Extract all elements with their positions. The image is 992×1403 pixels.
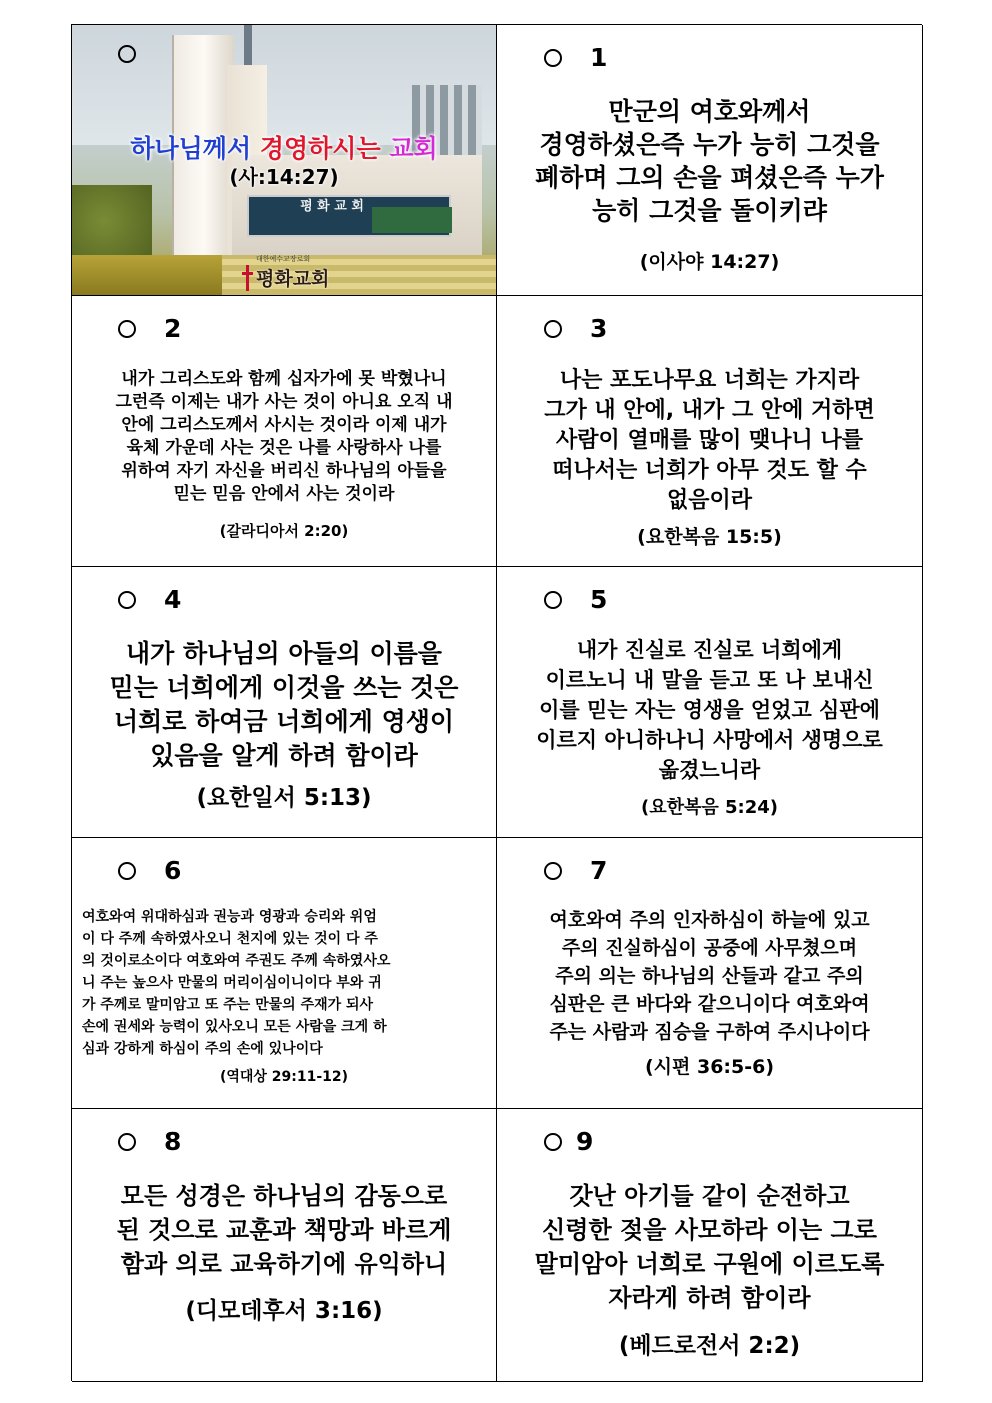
circle-bullet-icon	[118, 591, 136, 609]
verse-text: 내가 진실로 진실로 너희에게 이르노니 내 말을 듣고 또 나 보내신 이를 믿는 자는 영생을 얻었고 심판에 이르지 아니하나니 사망에서 생명으로 옮겼느니라	[536, 638, 883, 782]
circle-bullet-icon	[118, 320, 136, 338]
verse-reference: (베드로전서 2:2)	[618, 1333, 801, 1359]
title-part-1: 하나님께서	[130, 134, 252, 163]
verse-card-5	[497, 567, 923, 838]
verse-card-2	[72, 296, 497, 567]
verse-text: 갓난 아기들 같이 순전하고 신령한 젖을 사모하라 이는 그로 말미암아 너희로 구원에 이르도록 자라게 하려 함이라	[534, 1182, 885, 1312]
card-number: 8	[118, 1127, 181, 1156]
verse-card-6	[72, 838, 497, 1109]
verse-reference: (요한일서 5:13)	[196, 785, 372, 811]
card-number: 6	[118, 856, 181, 885]
verse-card-4	[72, 567, 497, 838]
verse-reference: (갈라디아서 2:20)	[219, 522, 349, 540]
church-sign-text: 평 화 교 회	[300, 199, 364, 214]
card-number: 2	[118, 314, 181, 343]
cross-icon	[242, 265, 252, 291]
circle-bullet-icon	[544, 49, 562, 67]
card-number: 3	[544, 314, 607, 343]
verse-card-8	[72, 1109, 497, 1382]
verse-text: 나는 포도나무요 너희는 가지라 그가 내 안에, 내가 그 안에 거하면 사람이 열매를 많이 맺나니 나를 떠나서는 너희가 아무 것도 할 수 없음이라	[544, 368, 875, 513]
church-photo-cell	[72, 25, 497, 296]
verse-reference: (역대상 29:11-12)	[219, 1069, 349, 1085]
circle-bullet-icon	[544, 862, 562, 880]
circle-bullet-icon	[118, 1133, 136, 1151]
verse-text: 내가 하나님의 아들의 이름을 믿는 너희에게 이것을 쓰는 것은 너희로 하여금 너희에게 영생이 있음을 알게 하려 함이라	[109, 639, 459, 770]
circle-bullet-icon	[544, 1133, 562, 1151]
card-number: 4	[118, 585, 181, 614]
verse-text: 여호와여 위대하심과 권능과 영광과 승리와 위엄 이 다 주께 속하였사오니 천지에 있는 것이 다 주 의 것이로소이다 여호와여 주권도 주께 속하였사오 니 주는 높으사 만물의 머리이심이니이다 부와 귀 가 주께로 말미암고 또 주는 만물의 주재가 되사 손에 권세와 능력이 있사오니 모든 사람을 크게 하 심과 강하게 하심이 주의 손에 있나이다	[82, 909, 391, 1057]
verse-text: 만군의 여호와께서 경영하셨은즉 누가 능히 그것을 폐하며 그의 손을 펴셨은즉 누가 능히 그것을 돌이키랴	[535, 97, 884, 225]
card-number: 5	[544, 585, 607, 614]
verse-text: 모든 성경은 하나님의 감동으로 된 것으로 교훈과 책망과 바르게 함과 의로 교육하기에 유익하니	[116, 1182, 452, 1278]
title-part-3: 교회	[389, 134, 438, 163]
verse-card-3	[497, 296, 923, 567]
logo-denomination: 대한예수교장로회	[256, 255, 311, 263]
verse-reference: (디모데후서 3:16)	[185, 1298, 383, 1324]
circle-bullet-icon	[118, 862, 136, 880]
church-logo	[242, 254, 329, 291]
circle-bullet-icon	[544, 320, 562, 338]
verse-card-grid	[71, 24, 922, 1381]
verse-card-1	[497, 25, 923, 296]
photo-subtitle: (사:14:27)	[229, 165, 339, 189]
card-number: 9	[544, 1127, 593, 1156]
circle-bullet-icon	[544, 591, 562, 609]
verse-text: 여호와여 주의 인자하심이 하늘에 있고 주의 진실하심이 공중에 사무쳤으며 주의 의는 하나님의 산들과 같고 주의 심판은 큰 바다와 같으니이다 여호와여 주는 사람과 짐승을 구하여 주시나이다	[549, 909, 870, 1043]
logo-name: 평화교회	[256, 268, 330, 290]
circle-bullet-icon	[118, 45, 136, 63]
title-part-2: 경영하시는	[259, 134, 381, 163]
verse-card-9	[497, 1109, 923, 1382]
verse-reference: (요한복음 5:24)	[640, 797, 779, 818]
verse-reference: (요한복음 15:5)	[637, 526, 782, 548]
verse-reference: (이사야 14:27)	[639, 251, 780, 273]
verse-reference: (시편 36:5-6)	[644, 1056, 775, 1078]
card-number: 7	[544, 856, 607, 885]
verse-card-7	[497, 838, 923, 1109]
photo-title	[72, 129, 496, 165]
card-number: 1	[544, 43, 607, 72]
verse-text: 내가 그리스도와 함께 십자가에 못 박혔나니 그런즉 이제는 내가 사는 것이 아니요 오직 내 안에 그리스도께서 사시는 것이라 이제 내가 육체 가운데 사는 것은 나를 사랑하사 나를 위하여 자기 자신을 버리신 하나님의 아들을 믿는 믿음 안에서 사는 것이라	[115, 369, 453, 504]
